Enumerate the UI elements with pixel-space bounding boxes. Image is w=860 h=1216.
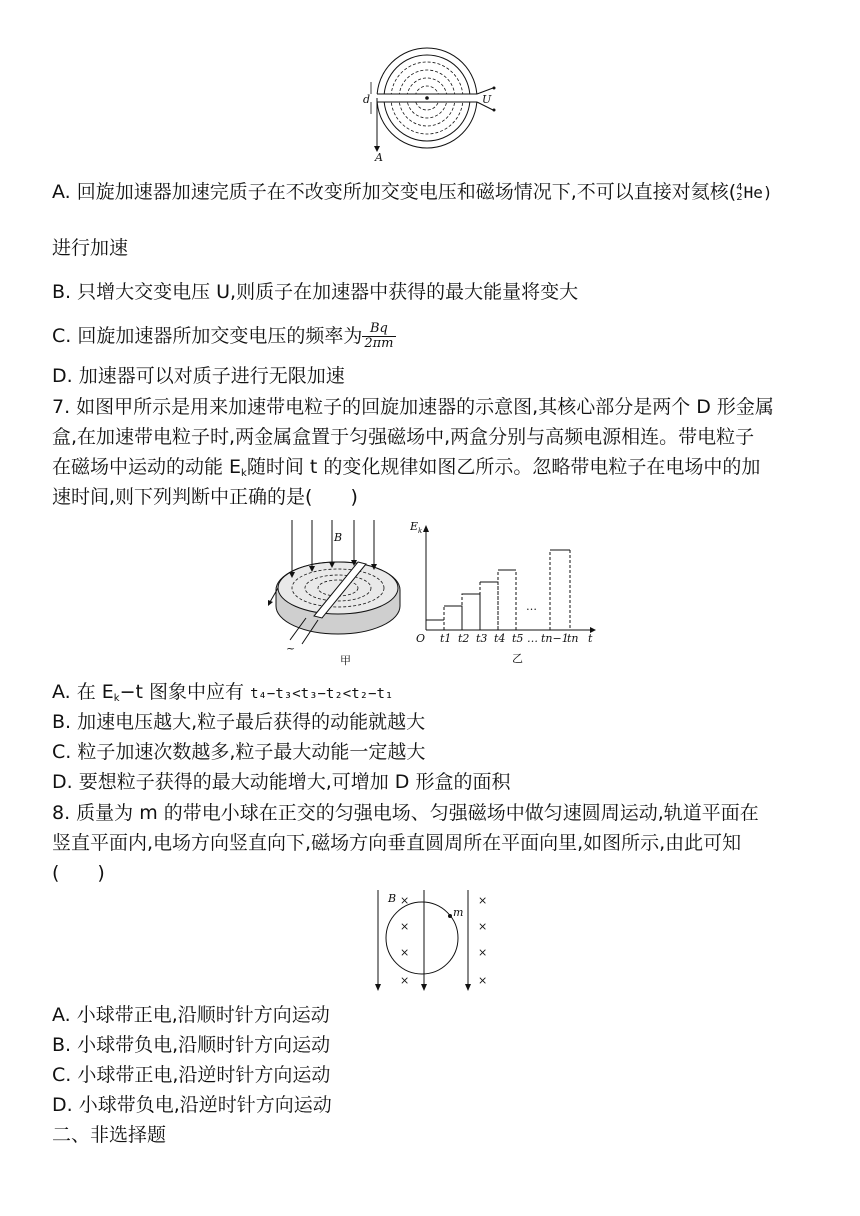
helium-notation: 4 2 (736, 181, 743, 203)
q8-stem-1: 8. 质量为 m 的带电小球在正交的匀强电场、匀强磁场中做匀速圆周运动,轨道平面在 (52, 802, 759, 824)
q8-option-c: C. 小球带正电,沿逆时针方向运动 (52, 1064, 331, 1086)
tick-labels (440, 632, 579, 645)
d-box-diagram (262, 518, 412, 668)
frequency-fraction: $\frac{Bq}{2\pi m}$ (364, 321, 394, 351)
tick-ellipsis: … (527, 632, 538, 645)
section-heading: 二、非选择题 (52, 1124, 167, 1146)
q6-option-d: D. 加速器可以对质子进行无限加速 (52, 365, 345, 387)
cross-mark: × (400, 894, 410, 907)
label-A: A (375, 151, 383, 164)
q7-option-b: B. 加速电压越大,粒子最后获得的动能就越大 (52, 711, 426, 733)
tick-t1: t1 (440, 632, 452, 645)
caption-jia: 甲 (340, 654, 351, 667)
origin-label: O (416, 632, 426, 645)
q7-stem-1: 7. 如图甲所示是用来加速带电粒子的回旋加速器的示意图,其核心部分是两个 D 形金属 (52, 396, 774, 418)
q8-option-b: B. 小球带负电,沿顺时针方向运动 (52, 1034, 331, 1056)
cross-mark: × (400, 946, 410, 959)
q6-option-b: B. 只增大交变电压 U,则质子在加速器中获得的最大能量将变大 (52, 281, 579, 303)
q8-stem-2: 竖直平面内,电场方向竖直向下,磁场方向垂直圆周所在平面向里,如图所示,由此可知 (52, 832, 742, 854)
tick-tn-1: tn−1 (541, 632, 569, 645)
tick-t5: t5 (512, 632, 524, 645)
label-B-field: B (388, 892, 397, 905)
q6-option-a: A. 回旋加速器加速完质子在不改变所加交变电压和磁场情况下,不可以直接对氦核( 4 2 He) (52, 181, 773, 203)
tick-t3: t3 (476, 632, 488, 645)
label-U: U (482, 93, 492, 106)
y-axis-label: $E_k$ (410, 520, 423, 535)
cross-mark: × (478, 920, 488, 933)
label-m: m (453, 906, 464, 919)
q7-option-d: D. 要想粒子获得的最大动能增大,可增加 D 形盒的面积 (52, 771, 511, 793)
label-B-jia: B (334, 531, 343, 544)
chart-dots: … (526, 600, 537, 613)
x-axis-label: t (588, 632, 593, 645)
label-d: d (363, 93, 371, 106)
field-circle-diagram (370, 886, 494, 1000)
q7-stem-4: 速时间,则下列判断中正确的是( ) (52, 486, 358, 508)
q8-option-d: D. 小球带负电,沿逆时针方向运动 (52, 1094, 332, 1116)
cross-mark: × (400, 974, 410, 987)
caption-yi: 乙 (512, 652, 523, 665)
cross-mark: × (400, 920, 410, 933)
q6-option-c: C. 回旋加速器所加交变电压的频率为 $\frac{Bq}{2\pi m}$ (52, 321, 394, 351)
q7-option-a: A. 在 $E_k-t$ 图象中应有 t₄−t₃<t₃−t₂<t₂−t₁ (52, 681, 394, 704)
tick-t4: t4 (494, 632, 506, 645)
q7-stem-2: 盒,在加速带电粒子时,两金属盒置于匀强磁场中,两盒分别与高频电源相连。带电粒子 (52, 426, 755, 448)
label-ac: ~ (286, 642, 296, 655)
q8-option-a: A. 小球带正电,沿顺时针方向运动 (52, 1004, 330, 1026)
q7-stem-3: 在磁场中运动的动能 $E_k$随时间 t 的变化规律如图乙所示。忽略带电粒子在电场中的加 (52, 456, 761, 479)
tick-t2: t2 (458, 632, 470, 645)
cross-mark: × (478, 894, 488, 907)
ek-t-chart (410, 518, 600, 668)
cross-mark: × (478, 974, 488, 987)
cross-mark: × (478, 946, 488, 959)
q6-option-a-cont: 进行加速 (52, 237, 129, 259)
tick-tn: tn (567, 632, 579, 645)
q7-option-c: C. 粒子加速次数越多,粒子最大动能一定越大 (52, 741, 426, 763)
cyclotron-diagram (355, 42, 505, 164)
q8-stem-3: ( ) (52, 862, 105, 884)
step-bars (426, 550, 570, 630)
